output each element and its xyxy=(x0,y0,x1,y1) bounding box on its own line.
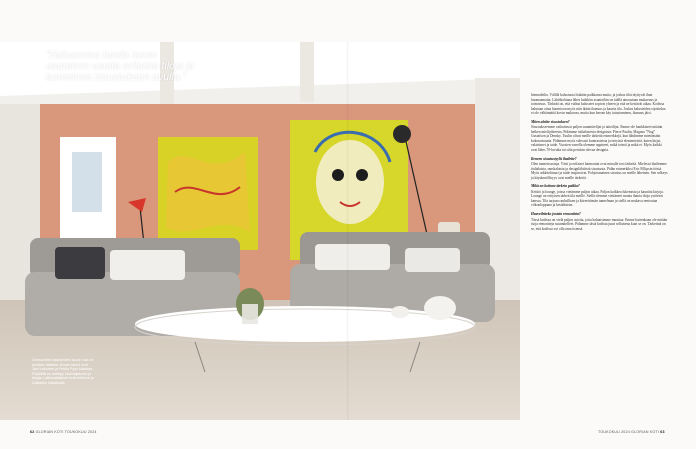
question-4: Haaveiletteko jostain remontista? xyxy=(531,212,581,217)
answer-4: Tässä kodissa on vielä paljon asioita, joita haluaisimme muuttaa. Emme kuitenkaan ole mitään isoja remontteja suunnitelleet. Pidämme tästä kodista juuri sellaisena kuin se on. Tärkeintä on se, että kodissa voi olla oma itsensä. xyxy=(531,217,668,231)
issue-date-right: TOUKOKUU 2024 xyxy=(598,430,630,434)
pull-quote: ”Haluamme luoda isoon asuntoon useita erilaisia tiloja ja tunnelmia sisustuksen avulla.” xyxy=(46,49,195,83)
question-1: Miten aloitte sisustuksen? xyxy=(531,119,570,124)
question-2: Keneen sisustustyylit ihailette? xyxy=(531,156,577,161)
article-intro: biennaleilta. Välillä kalustusta lisätään paikkansa mutta, ja joskus tilat täyttyvät ihan huomaamatta. Lähtökohtana lähes kaikkiin asuntoihin on täällä ainoastaan mukavuus ja toimivuus. Tärkeää on, että valitut kalusteet sopivat yhteen ja että ne kestävät aikaa. Kodissa halutaan ottaa huomioon myös niin ikään ihanuus ja kaunis tila. Joskus kalusteiden sijoittelua ei ole välttämättä kovin mukavaa, mutta kun kerran käy tutustuminen, ihanuus jäisi. xyxy=(531,93,666,116)
question-3: Mikä on kotinne tärkein paikka? xyxy=(531,184,580,189)
magazine-name-left: GLORIAN KOTI xyxy=(35,430,64,434)
page-number-right: 63 xyxy=(660,430,665,434)
answer-1: Sisustukseemme vaikuttavat paljon suunnittelijat ja taiteilijat. Emme ole hankkineet mitään hetken mielijohteesta. Pidämme italialaisesta designista: Pierre Paulin, Magnus ”Nug” Gustafson ja Densky. Tuulin olivat meille tärkeitä esimerkkejä, kun lähdimme miettimään kokonaisuutta. Pidämme myös vahvasti kontrasteista ja tietyistä elementeistä, kuten kirjat, valaisimet ja taide. Vuosien varrella olemme oppineet, mikä toimii ja mikä ei. Myös kaikki ovat lähes 70-luvulta tai siitä peräisin olevaa designia. xyxy=(531,125,663,153)
footer-left xyxy=(30,430,97,434)
answer-2: Olen tunnesisustaja. Värit ja erilaiset harmoniat ovat minulle tosi tärkeitä. Mielessä ihailemme italialaista, ranskalaista ja designlähtöistä sisustusta. Pidän esimerkiksi Eric Fillipsin töistä. Myös arkkitehtuuri ja taide inspiroivat. Pohjoismainen sisustus on meille läheinen. Sen selkeys ja käytännöllisyys ovat meille tärkeitä. xyxy=(531,162,668,180)
footer-right xyxy=(598,430,665,434)
answer-3: Keittiö ja lounge, joissa vietämme paljon aikaa. Paljon kaikkea lukemista ja kauniita kirjoja. Lounge on erityisen tärkeä tila meille. Siellä olemme viettäneet monia ihania iltoja ystävien kanssa. Tila tarjoaa rauhallisen ja kiireettömän tunnelman ja siellä on mukava rentoutua viikonloppuna ja kesäiltaisin. xyxy=(531,189,664,208)
issue-date-left: TOUKOKUU 2024 xyxy=(64,430,97,434)
article-text xyxy=(531,93,668,235)
page-number-left: 62 xyxy=(30,430,35,434)
photo-caption: Olohuoneen kalusteiden suurin osa on peräisin Italiasta. Kuvan taulut ovat Jani Leinosen ja Pekka Pyyn käsialaa. Pöydällä on laattoja, lasimaljakoita ja kirjoja. Lattiavalaisimet ovat Arteluce ja Castaldin klassikoita. xyxy=(32,358,94,385)
page-gutter xyxy=(347,42,349,420)
magazine-name-right: GLORIAN KOTI xyxy=(631,430,660,434)
